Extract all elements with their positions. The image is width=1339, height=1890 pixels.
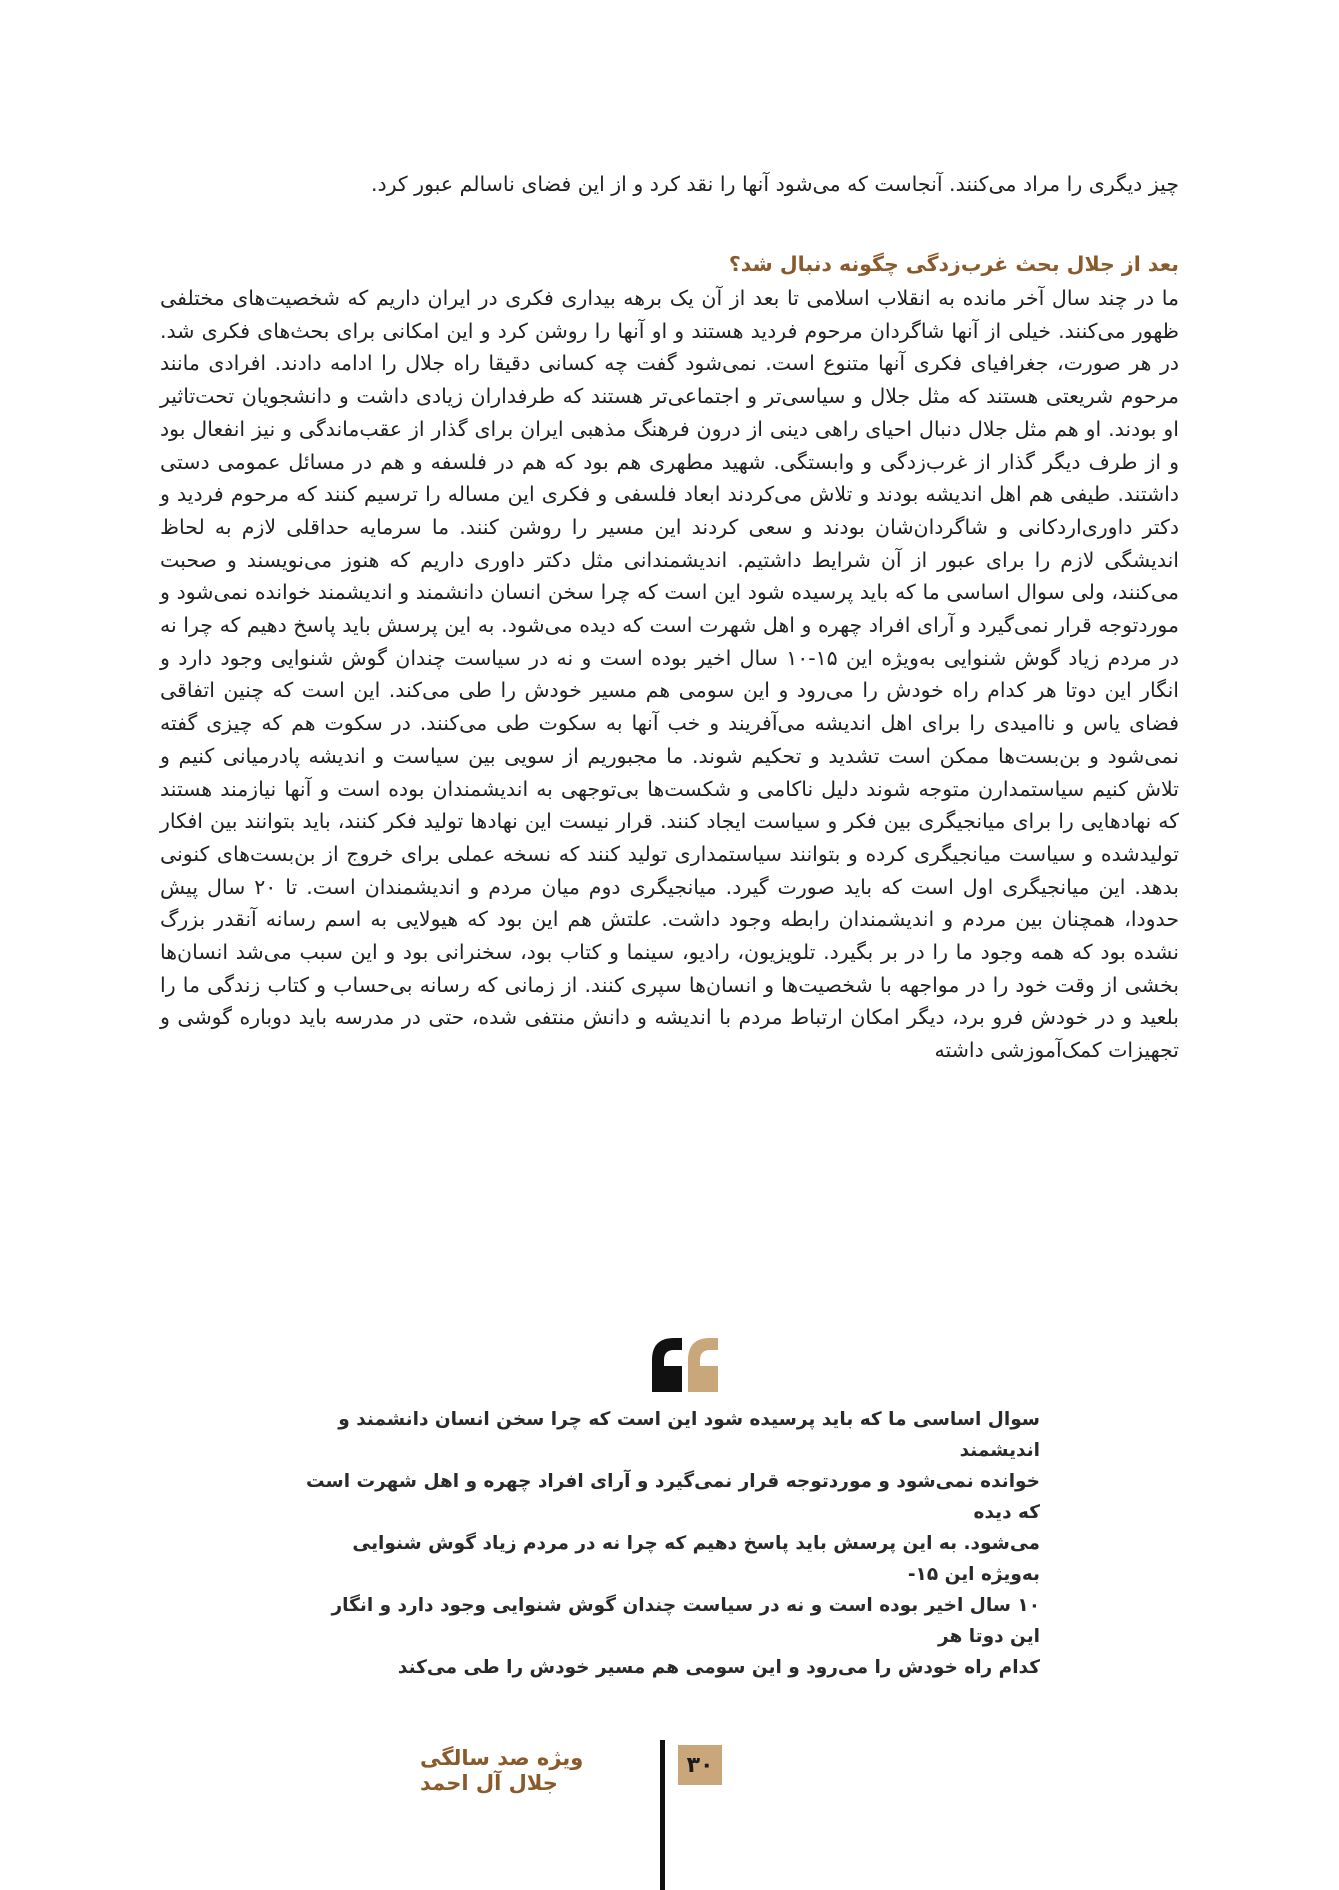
footer-title-line1: ویژه صد سالگی xyxy=(420,1746,584,1770)
pull-quote-line: ۱۰ سال اخیر بوده است و نه در سیاست چندان گوش شنوایی وجود دارد و انگار این دوتا هر xyxy=(331,1595,1040,1647)
pull-quote-line: می‌شود. به این پرسش باید پاسخ دهیم که چرا نه در مردم زیاد گوش شنوایی به‌ویژه این ۱۵- xyxy=(352,1533,1040,1585)
footer-title-line2: جلال آل احمد xyxy=(420,1771,558,1795)
intro-paragraph: چیز دیگری را مراد می‌کنند. آنجاست که می‌شود آنها را نقد کرد و از این فضای ناسالم عبور کرد. xyxy=(370,172,1179,196)
section-heading: بعد از جلال بحث غرب‌زدگی چگونه دنبال شد؟ xyxy=(728,252,1179,276)
pull-quote-line: سوال اساسی ما که باید پرسیده شود این است که چرا سخن انسان دانشمند و اندیشمند xyxy=(338,1409,1040,1461)
pull-quote-line: کدام راه خودش را می‌رود و این سومی هم مسیر خودش را طی می‌کند xyxy=(397,1657,1040,1678)
footer-divider xyxy=(660,1740,665,1890)
pull-quote xyxy=(300,1404,1040,1683)
page-number: ۳۰ xyxy=(678,1745,722,1785)
footer-titles xyxy=(420,1746,652,1796)
body-paragraph: ما در چند سال آخر مانده به انقلاب اسلامی تا بعد از آن یک برهه بیداری فکری در ایران داریم که شخصیت‌های مختلفی ظهور می‌کنند. خیلی از آنها شاگردان مرحوم فردید هستند و او آنها را روشن کرد و این امکانی برای بحث‌های فکری شد. در هر صورت، جغرافیای فکری آنها متنوع است. نمی‌شود گفت چه کسانی دقیقا راه جلال را ادامه دادند. افرادی مانند مرحوم شریعتی هستند که مثل جلال و سیاسی‌تر و اجتماعی‌تر هستند که طرفداران زیادی داشت و دانشجویان تحت‌تاثیر او بودند. او هم مثل جلال دنبال احیای راهی دینی از درون فرهنگ مذهبی ایران برای گذار از عقب‌ماندگی و نیز انفعال بود و از طرف دیگر گذار از غرب‌زدگی و وابستگی. شهید مطهری هم بود که هم در فلسفه و هم در مسائل عمومی دستی داشتند. طیفی هم اهل اندیشه بودند و تلاش می‌کردند ابعاد فلسفی و فکری این مساله را ترسیم کنند که مرحوم فردید و دکتر داوری‌اردکانی و شاگردان‌شان بودند و سعی کردند این مسیر را روشن کنند. ما سرمایه حداقلی لازم به لحاظ اندیشگی لازم را برای عبور از آن شرایط داشتیم. اندیشمندانی مثل دکتر داوری داریم که هنوز می‌نویسند و صحبت می‌کنند، ولی سوال اساسی ما که باید پرسیده شود این است که چرا سخن انسان دانشمند و اندیشمند خوانده نمی‌شود و موردتوجه قرار نمی‌گیرد و آرای افراد چهره و اهل شهرت است که دیده می‌شود. به این پرسش باید پاسخ دهیم که چرا نه در مردم زیاد گوش شنوایی به‌ویژه این ۱۵-۱۰ سال اخیر بوده است و نه در سیاست چندان گوش شنوایی وجود دارد و انگار این دوتا هر کدام راه خودش را می‌رود و این سومی هم مسیر خودش را طی می‌کند. این است که چنین اتفاقی فضای یاس و ناامیدی را برای اهل اندیشه می‌آفریند و خب آنها به سکوت طی می‌کنند. در سکوت هم که چیزی گفته نمی‌شود و بن‌بست‌ها ممکن است تشدید و تحکیم شوند. ما مجبوریم از سویی بین سیاست و اندیشه پادرمیانی کنیم و تلاش کنیم سیاستمدارن متوجه شوند دلیل ناکامی و شکست‌ها بی‌توجهی به اندیشمندان بوده است و آنها نیازمند هستند که نهادهایی را برای میانجیگری بین فکر و سیاست ایجاد کنند. قرار نیست این نهادها تولید فکر کنند، باید بتوانند بین افکار تولیدشده و سیاست میانجیگری کرده و بتوانند سیاستمداری تولید کنند که نسخه عملی برای خروج از بن‌بست‌های کنونی بدهد. این میانجیگری اول است که باید صورت گیرد. میانجیگری دوم میان مردم و اندیشمندان است. تا ۲۰ سال پیش حدودا، همچنان بین مردم و اندیشمندان رابطه وجود داشت. علتش هم این بود که هیولایی به اسم رسانه آنقدر بزرگ نشده بود که همه وجود ما را در بر بگیرد. تلویزیون، رادیو، سینما و کتاب بود، سخنرانی بود و این سبب می‌شد انسان‌ها بخشی از وقت خود را در مواجهه با شخصیت‌ها و انسان‌ها سپری کنند. از زمانی که رسانه بی‌حساب و کتاب زندگی ما را بلعید و در خودش فرو برد، دیگر امکان ارتباط مردم با اندیشه و دانش منتفی شده، حتی در مدرسه باید دوباره گوشی و تجهیزات کمک‌آموزشی داشته xyxy=(160,286,1179,1063)
quote-icon xyxy=(650,1336,720,1392)
pull-quote-line: خوانده نمی‌شود و موردتوجه قرار نمی‌گیرد و آرای افراد چهره و اهل شهرت است که دیده xyxy=(305,1471,1040,1523)
